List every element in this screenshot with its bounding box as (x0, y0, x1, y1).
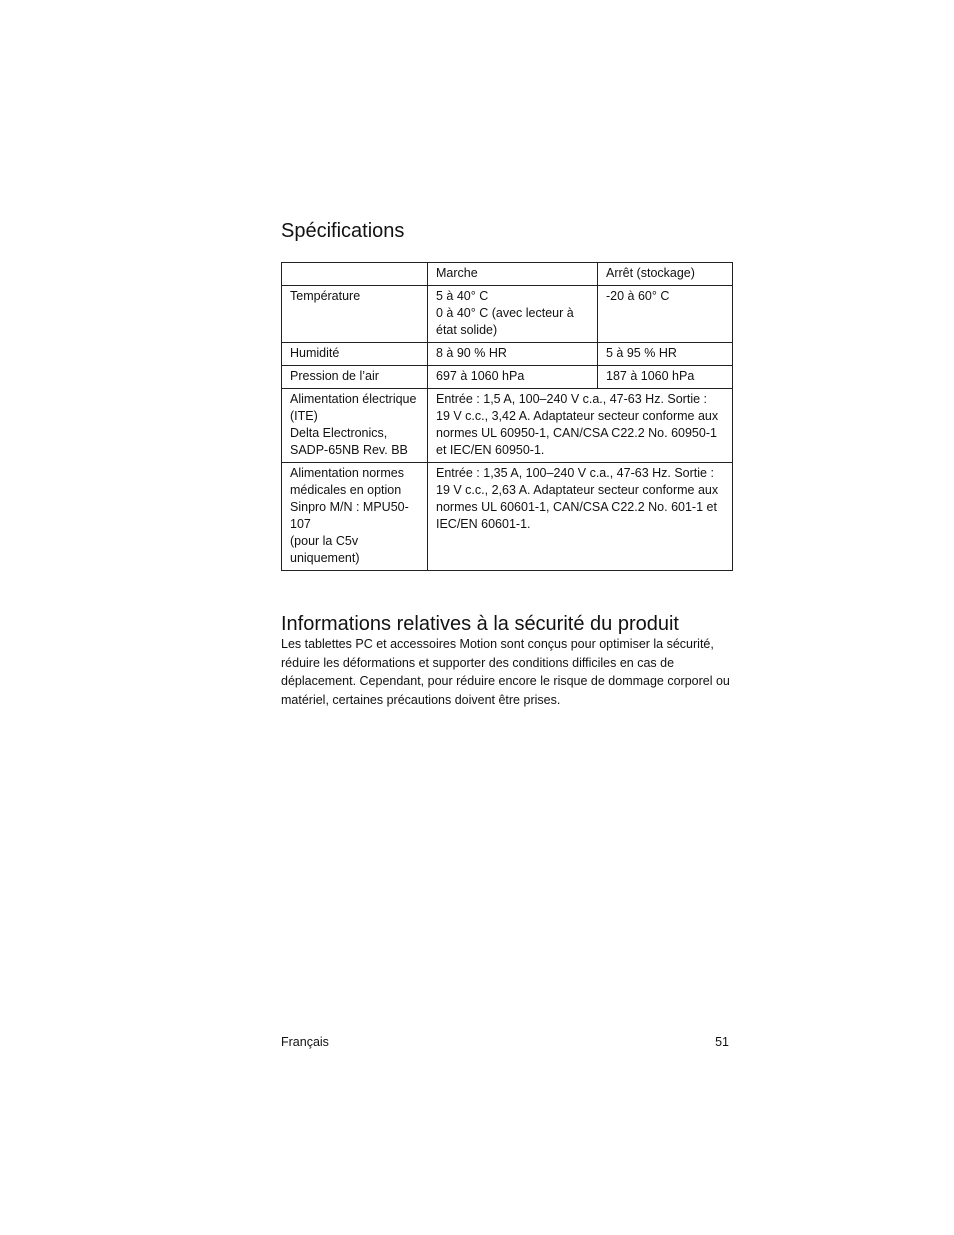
footer-language: Français (281, 1035, 329, 1049)
header-cell-operating: Marche (428, 263, 598, 286)
operating-value: 8 à 90 % HR (428, 343, 598, 366)
row-label: Alimentation normes médicales en option Sinpro M/N : MPU50-107 (pour la C5v uniquement) (282, 463, 428, 571)
safety-heading: Informations relatives à la sécurité du produit (281, 613, 679, 635)
storage-value: 5 à 95 % HR (598, 343, 733, 366)
table-header-row (282, 263, 733, 286)
safety-paragraph: Les tablettes PC et accessoires Motion sont conçus pour optimiser la sécurité, réduire les déformations et supporter des conditions difficiles en cas de déplacement. Cependant, pour réduire encore le risque de dommage corporel ou matériel, certaines précautions doivent être prises. (281, 637, 730, 707)
row-label: Alimentation électrique (ITE) Delta Electronics, SADP-65NB Rev. BB (282, 389, 428, 463)
storage-value: -20 à 60° C (598, 286, 733, 343)
header-cell-storage: Arrêt (stockage) (598, 263, 733, 286)
operating-value: 697 à 1060 hPa (428, 366, 598, 389)
specifications-heading: Spécifications (281, 220, 405, 242)
operating-value: 5 à 40° C 0 à 40° C (avec lecteur à état solide) (428, 286, 598, 343)
row-label: Pression de l’air (282, 366, 428, 389)
storage-value: 187 à 1060 hPa (598, 366, 733, 389)
table-row-air-pressure (282, 366, 733, 389)
specifications-table (281, 262, 733, 571)
table-row-medical-power-supply (282, 463, 733, 571)
page-number: 51 (715, 1035, 729, 1049)
row-label: Humidité (282, 343, 428, 366)
power-supply-value: Entrée : 1,5 A, 100–240 V c.a., 47-63 Hz. Sortie : 19 V c.c., 3,42 A. Adaptateur secteur conforme aux normes UL 60950-1, CAN/CSA C22.2 No. 60950-1 et IEC/EN 60950-1. (428, 389, 733, 463)
header-cell-empty (282, 263, 428, 286)
table-row-power-supply (282, 389, 733, 463)
table-row-humidity (282, 343, 733, 366)
table-row-temperature (282, 286, 733, 343)
medical-power-supply-value: Entrée : 1,35 A, 100–240 V c.a., 47-63 Hz. Sortie : 19 V c.c., 2,63 A. Adaptateur secteur conforme aux normes UL 60601-1, CAN/CSA C22.2 No. 601-1 et IEC/EN 60601-1. (428, 463, 733, 571)
row-label: Température (282, 286, 428, 343)
